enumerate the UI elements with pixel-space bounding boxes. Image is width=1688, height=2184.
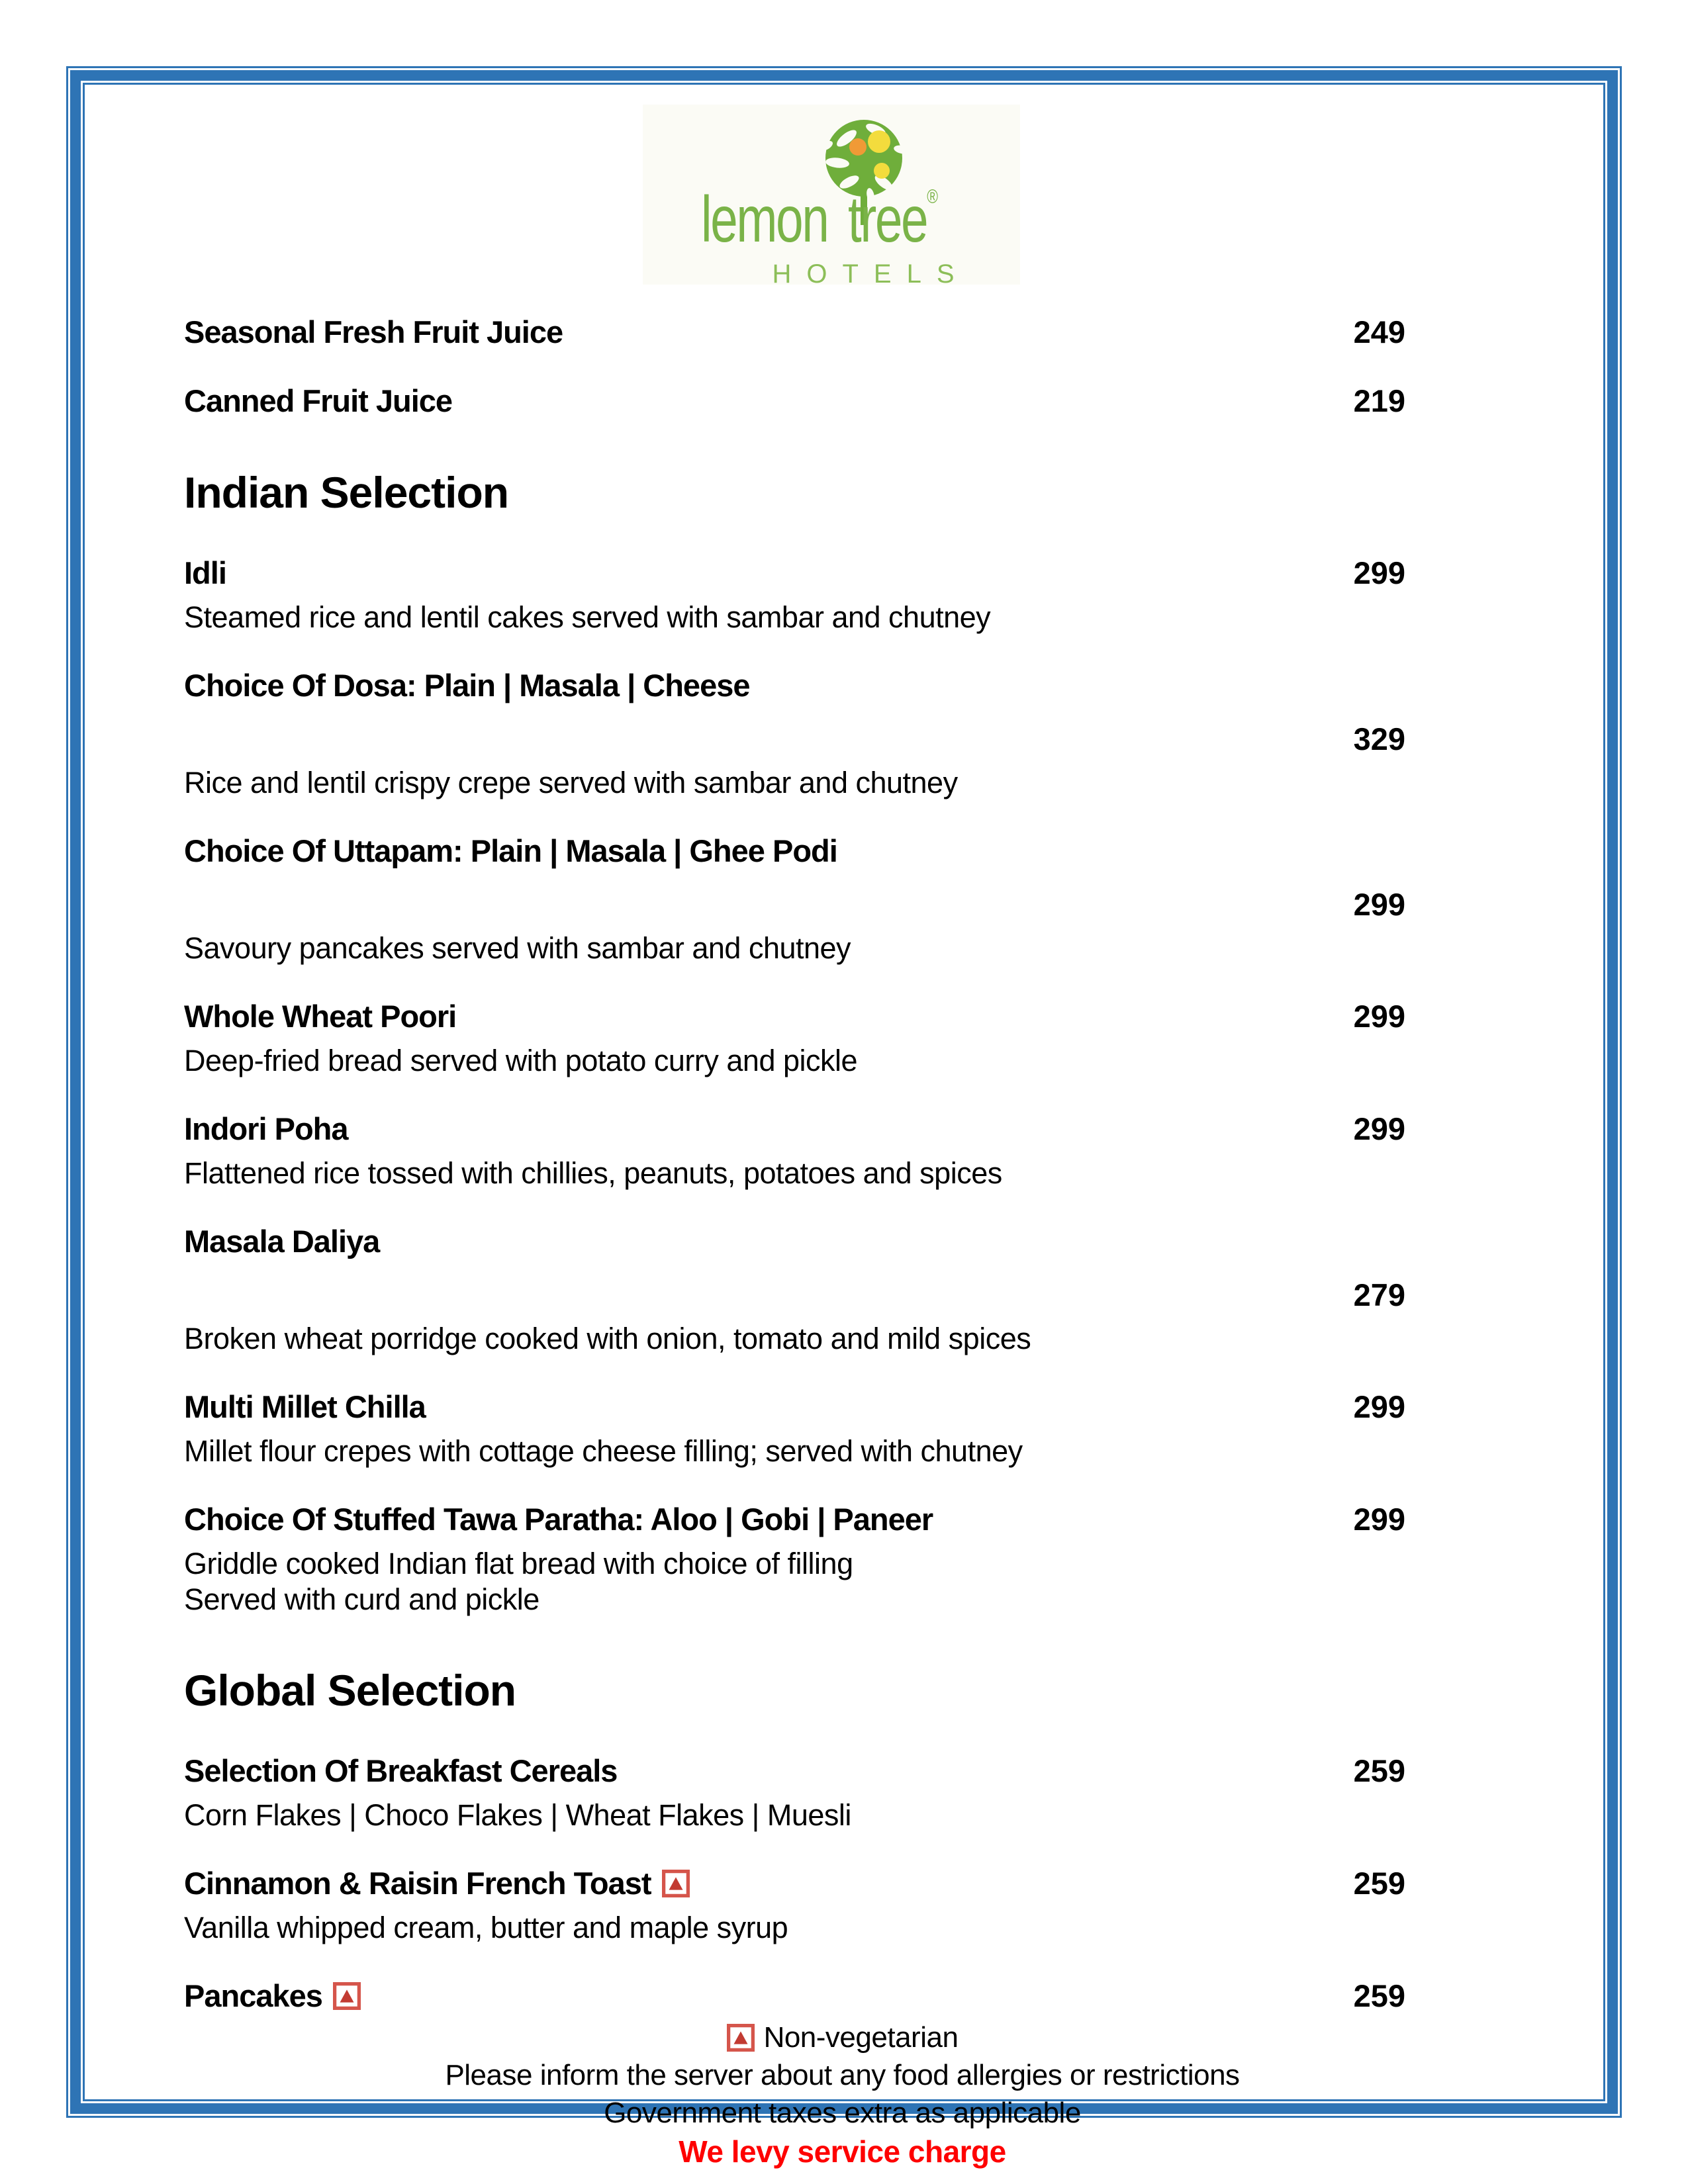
item-price: 299 xyxy=(1353,1502,1405,1537)
item-description: Flattened rice tossed with chillies, peanuts, potatoes and spices xyxy=(184,1156,1002,1190)
item-name: Choice Of Dosa: Plain | Masala | Cheese xyxy=(184,668,750,703)
menu-item-indori-poha xyxy=(184,1111,1405,1191)
tax-notice: Government taxes extra as applicable xyxy=(604,2097,1081,2129)
item-name: Idli xyxy=(184,555,226,590)
logo-wordmark-text: lemon tree xyxy=(700,183,927,255)
logo-wrap xyxy=(220,105,1442,289)
item-description: Rice and lentil crispy crepe served with sambar and chutney xyxy=(184,766,958,799)
menu-item-choice-of-dosa xyxy=(184,667,1405,801)
item-name: Canned Fruit Juice xyxy=(184,383,453,418)
item-price: 279 xyxy=(1353,1277,1405,1312)
menu-item-breakfast-cereals xyxy=(184,1752,1405,1833)
item-description: Served with curd and pickle xyxy=(184,1582,539,1616)
item-name: Masala Daliya xyxy=(184,1224,380,1259)
item-name: Choice Of Uttapam: Plain | Masala | Ghee Podi xyxy=(184,833,837,868)
item-price: 299 xyxy=(1353,887,1405,922)
section-title-global-selection: Global Selection xyxy=(184,1666,516,1715)
item-name: Indori Poha xyxy=(184,1111,348,1146)
menu-item-masala-daliya xyxy=(184,1223,1405,1357)
section-title-indian-selection: Indian Selection xyxy=(184,468,509,517)
item-description: Broken wheat porridge cooked with onion, tomato and mild spices xyxy=(184,1322,1031,1355)
menu-item-seasonal-fresh-fruit-juice xyxy=(184,314,1405,351)
item-name: Pancakes xyxy=(184,1978,322,2013)
item-description: Deep-fried bread served with potato curry and pickle xyxy=(184,1044,858,1077)
item-price: 259 xyxy=(1353,1866,1405,1901)
lemon-tree-hotels-logo xyxy=(643,105,1020,289)
service-charge-notice: We levy service charge xyxy=(679,2134,1006,2169)
menu-item-canned-fruit-juice xyxy=(184,383,1405,420)
menu-item-stuffed-tawa-paratha xyxy=(184,1501,1405,1617)
item-price: 299 xyxy=(1353,555,1405,590)
registered-mark: ® xyxy=(926,186,938,208)
item-price: 329 xyxy=(1353,721,1405,756)
menu-item-pancakes xyxy=(184,1978,1405,2015)
item-price: 299 xyxy=(1353,999,1405,1034)
logo-wordmark xyxy=(700,183,938,255)
item-name: Whole Wheat Poori xyxy=(184,999,457,1034)
item-description: Corn Flakes | Choco Flakes | Wheat Flakes | Muesli xyxy=(184,1798,851,1832)
non-veg-legend xyxy=(232,2019,1453,2056)
item-price: 249 xyxy=(1353,314,1405,349)
item-description: Vanilla whipped cream, butter and maple syrup xyxy=(184,1911,788,1944)
menu-item-cinnamon-raisin-french-toast xyxy=(184,1865,1405,1946)
non-veg-icon xyxy=(662,1870,690,1897)
non-veg-legend-label: Non-vegetarian xyxy=(763,2021,959,2054)
non-veg-icon xyxy=(727,2024,755,2052)
item-name: Multi Millet Chilla xyxy=(184,1389,426,1424)
item-price: 259 xyxy=(1353,1753,1405,1788)
non-veg-icon xyxy=(333,1982,361,2010)
item-price: 299 xyxy=(1353,1389,1405,1424)
item-name: Choice Of Stuffed Tawa Paratha: Aloo | Gobi | Paneer xyxy=(184,1502,933,1537)
item-name: Cinnamon & Raisin French Toast xyxy=(184,1866,651,1901)
menu-content xyxy=(184,105,1405,2171)
item-name: Selection Of Breakfast Cereals xyxy=(184,1753,618,1788)
menu-item-whole-wheat-poori xyxy=(184,998,1405,1079)
item-description: Griddle cooked Indian flat bread with choice of filling xyxy=(184,1547,853,1580)
item-price: 219 xyxy=(1353,383,1405,418)
logo-hotels-text: HOTELS xyxy=(772,259,970,289)
item-description: Savoury pancakes served with sambar and chutney xyxy=(184,931,851,965)
allergy-notice: Please inform the server about any food allergies or restrictions xyxy=(445,2059,1240,2091)
item-price: 259 xyxy=(1353,1978,1405,2013)
item-description: Steamed rice and lentil cakes served with sambar and chutney xyxy=(184,600,991,634)
item-price: 299 xyxy=(1353,1111,1405,1146)
menu-item-multi-millet-chilla xyxy=(184,1388,1405,1469)
menu-item-idli xyxy=(184,555,1405,635)
item-name: Seasonal Fresh Fruit Juice xyxy=(184,314,563,349)
footer-notices xyxy=(232,2019,1453,2171)
menu-item-choice-of-uttapam xyxy=(184,833,1405,966)
item-description: Millet flour crepes with cottage cheese filling; served with chutney xyxy=(184,1434,1023,1468)
